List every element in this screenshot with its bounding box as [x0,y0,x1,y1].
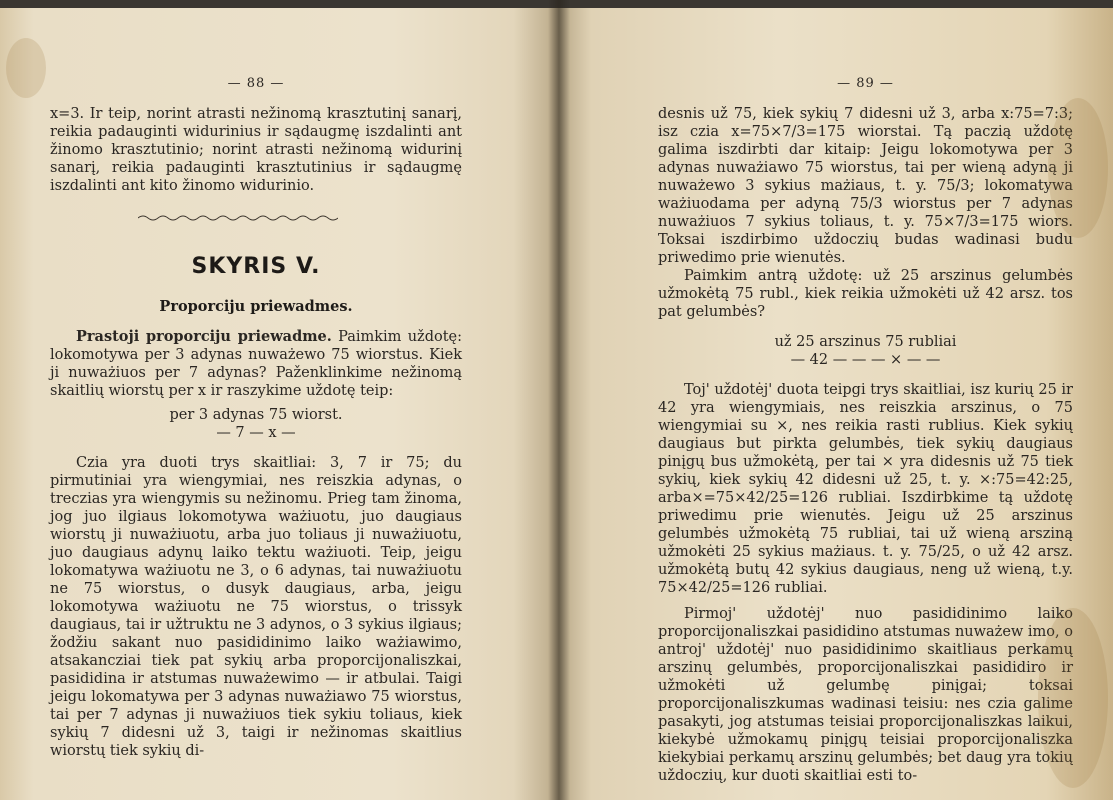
book-gutter [548,0,570,800]
body-paragraph: Toj' uždotėj' duota teipgi trys skaitliai, isz kurių 25 ir 42 yra wiengymiais, nes reiszkia arszinus, o 75 wiengymiai su ×, nes reikia rasti rublius. Kiek sykių daugiaus but pirkta gelumbės, tiek sykių daugiaus pinįgų bus užmokėtą, per tai × yra didesnis už 75 tiek sykių, kiek sykių 42 didesni už 25, t. y. ×:75=42:25, arba×=75×42/25=126 rubliai. Iszdirbkime tą uždotę priwedimu prie wienutės. Jeigu už 25 arszinus gelumbės užmokėtą 75 rubliai, tai už wieną arsziną užmokėti 25 sykius mażiaus. t. y. 75/25, o už 42 arsz. užmokėtą butų 42 sykius daugiaus, neng už wieną, t.y. 75×42/25=126 rubliai. [658,382,1073,596]
intro-paragraph: x=3. Ir teip, norint atrasti nežinomą krasztutinį sanarį, reikia padauginti widurinius ir sądaugmę iszdalinti ant žinomo krasztutinio; norint atrasti nežinomą widurinį sanarį, reikia padauginti krasztutinius ir sądaugmę iszdalinti ant kito žinomo widurinio. [50,106,462,194]
body-paragraph: Pirmoj' uždotėj' nuo pasididinimo laiko proporcijonaliszkai pasididino atstumas nuważew imo, o antroj' uždotėj' nuo pasididinimo skaitliaus perkamų arszinų gelumbės, proporcijonaliszkai pasididiro ir užmokėti už gelumbę pinįgai; toksai proporcijonaliszkumas wadinasi teisiu: nes czia galime pasakyti, jog atstumas teisiai proporcijonaliszkas laikui, kiekybė užmokamų pinįgų teisiai proporcijonaliszka kiekybiai perkamų arszinų gelumbės; bet daug yra tokių uždoczių, kur duoti skaitliai esti to- [658,606,1073,784]
runin-title: Prastoji proporciju priewadme. [76,328,332,345]
left-page [0,8,558,800]
section-title: Proporciju priewadmes. [159,298,353,315]
chapter-title: SKYRIS V. [191,254,321,279]
equation-line: už 25 arszinus 75 rubliai [774,334,957,350]
body-paragraph: desnis už 75, kiek sykių 7 didesni už 3, arba x:75=7:3; isz czia x=75×7/3=175 wiorstai. Tą paczią uždotę galima iszdirbti dar kitaip: Jeigu lokomotywa per 3 adynas nuważiawo 75 wiorstus, tai per wieną adyną ji nuważewo 3 sykius mażiaus, t. y. 75/3; lokomatywa ważiuodama per adyną 75/3 wiorstus per 7 adynas nuważiuos 7 sykius toliaus, t. y. 75×7/3=175 wiors. Toksai iszdirbimo uždoczių budas wadinasi budu priwedimo prie wienutės. [658,106,1073,266]
body-paragraph: Czia yra duoti trys skaitliai: 3, 7 ir 75; du pirmutiniai yra wiengymiai, nes reiszkia adynas, o treczias yra wiengymis su nežinomu. Prieg tam žinoma, jog juo ilgiaus lokomotywa ważiuotu, juo daugiaus wiorstų ji nuważiuotu, arba juo toliaus ji nuważiuotu, juo daugiaus adynų laiko tektu ważiuoti. Teip, jeigu lokomatywa ważiuotu ne 3, o 6 adynas, tai nuważiuotu ne 75 wiorstus, o dusyk daugiaus, arba, jeigu lokomotywa ważiuotu ne 75 wiorstus, o trissyk daugiaus, tai ir užtruktu ne 3 adynos, o 3 sykius ilgiaus; žodžiu sakant nuo pasididinimo laiko ważiawimo, atsakancziai tiek pat sykių arba proporcijonaliszkai, pasididina ir atstumas nuważewimo — ir atbulai. Taigi jeigu lokomatywa per 3 adynas nuważiawo 75 wiorstus, tai per 7 adynas ji nuważiuos tiek sykiu toliaus, kiek sykių 7 didesni už 3, taigi ir nežinomas skaitlius wiorstų tiek sykių di- [50,455,462,759]
right-page [558,8,1113,800]
ornament-divider [138,213,338,223]
paper-stain [1038,608,1108,788]
runin-paragraph [50,328,462,400]
equation-line: per 3 adynas 75 wiorst. [169,407,343,423]
body-paragraph: Paimkim antrą uždotę: už 25 arszinus gelumbės užmokėtą 75 rubl., kiek reikia užmokėti už 42 arsz. tos pat gelumbės? [658,268,1073,320]
page-number: — 89 — [837,76,894,91]
runin-text: Paimkim uždotę: lokomotywa per 3 adynas nuważewo 75 wiorstus. Kiek ji nuważiuos per 7 adynas? Paženklinkime nežinomą skaitlių wiorstų per x ir raszykime uždotę teip: [50,329,462,399]
equation-line: — 7 — x — [216,425,296,441]
page-number: — 88 — [227,76,285,91]
equation-line: — 42 — — — × — — [790,352,941,368]
paper-stain [1048,98,1108,238]
paper-stain [6,38,46,98]
